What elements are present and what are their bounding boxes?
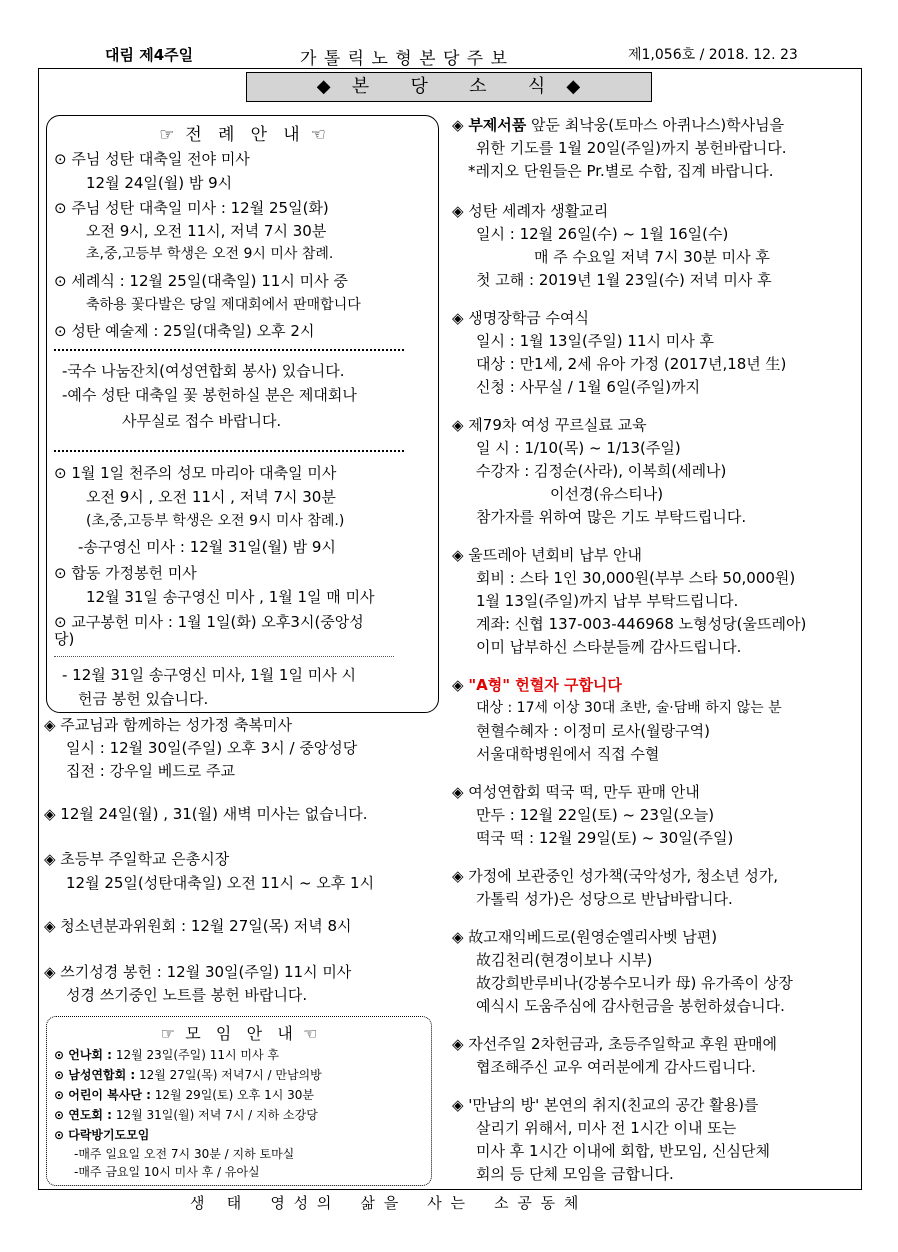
list-item: ◈ 12월 24일(월) , 31(월) 새벽 미사는 없습니다. xyxy=(44,805,368,823)
list-item: 故강희반루비나(강봉수모니카 母) 유가족이 상장 xyxy=(476,974,793,992)
divider xyxy=(54,450,404,452)
list-item: *레지오 단원들은 Pr.별로 수합, 집계 바랍니다. xyxy=(468,162,774,180)
section-banner: ◆ 본 당 소 식 ◆ xyxy=(246,72,652,102)
list-item: ⊙ 1월 1일 천주의 성모 마리아 대축일 미사 xyxy=(54,464,337,482)
list-item: ◈ 故고재익베드로(원영순엘리사벳 남편) xyxy=(452,928,718,946)
meeting-text: -매주 일요일 오전 7시 30분 / 지하 토마실 xyxy=(74,1147,295,1161)
meeting-text: 12월 29일(토) 오후 1시 30분 xyxy=(150,1088,314,1102)
list-item: ◈ 자선주일 2차헌금과, 초등주일학교 후원 판매에 xyxy=(452,1035,777,1053)
list-item: 수강자 : 김정순(사라), 이복희(세레나) xyxy=(476,462,727,480)
list-item: 대상 : 17세 이상 30대 초반, 술·담배 하지 않는 분 xyxy=(476,700,782,716)
list-item: ◈ 울뜨레아 년회비 납부 안내 xyxy=(452,546,642,564)
list-item: -예수 성탄 대축일 꽃 봉헌하실 분은 제대회나 xyxy=(62,386,357,404)
list-item: 성경 쓰기중인 노트를 봉헌 바랍니다. xyxy=(66,986,308,1004)
meeting-text: -매주 금요일 10시 미사 후 / 유아실 xyxy=(74,1165,260,1179)
list-item: 일시 : 1월 13일(주일) 11시 미사 후 xyxy=(476,332,714,350)
liturgy-box-title: ☞ 전 례 안 내 ☜ xyxy=(159,125,326,145)
list-item: 가톨릭 성가)은 성당으로 반납바랍니다. xyxy=(476,890,733,908)
list-item: ⊙ 성탄 예술제 : 25일(대축일) 오후 2시 xyxy=(54,322,315,340)
list-item: ⊙ 세례식 : 12월 25일(대축일) 11시 미사 중 xyxy=(54,272,348,290)
list-item: 예식시 도움주심에 감사헌금을 봉헌하셨습니다. xyxy=(476,997,785,1015)
list-item: ⊙ 합동 가정봉헌 미사 xyxy=(54,564,197,582)
blood-donor-heading xyxy=(452,674,622,695)
list-item: - 12월 31일 송구영신 미사, 1월 1일 미사 시 xyxy=(62,666,356,684)
list-item: 신청 : 사무실 / 1월 6일(주일)까지 xyxy=(476,378,701,396)
meeting-text: 12월 31일(월) 저녁 7시 / 지하 소강당 xyxy=(112,1108,318,1122)
list-item: 헌금 봉헌 있습니다. xyxy=(78,690,209,708)
list-item: 일시 : 12월 26일(수) ~ 1월 16일(수) xyxy=(476,225,729,243)
list-item: 매 주 수요일 저녁 7시 30분 미사 후 xyxy=(534,248,770,266)
list-item: 회비 : 스타 1인 30,000원(부부 스타 50,000원) xyxy=(476,569,796,587)
diamond-bullet: ◈ xyxy=(452,116,469,134)
list-item: 1월 13일(주일)까지 납부 부탁드립니다. xyxy=(476,592,739,610)
meeting-label: ⊙ 어린이 복사단 : xyxy=(54,1088,151,1102)
list-item: ⊙ 주님 성탄 대축일 미사 : 12월 25일(화) xyxy=(54,199,329,217)
list-item: ◈ '만남의 방' 본연의 취지(친교의 공간 활용)를 xyxy=(452,1096,759,1114)
list-item: ◈ 제79차 여성 꾸르실료 교육 xyxy=(452,416,647,434)
list-item: 이미 납부하신 스타분들께 감사드립니다. xyxy=(476,638,742,656)
meeting-text: 12월 27일(목) 저녁7시 / 만남의방 xyxy=(135,1068,322,1082)
list-item: 당) xyxy=(54,630,75,648)
emphasis-text: 부제서품 xyxy=(468,116,527,134)
list-text: 앞둔 최낙웅(토마스 아퀴나스)학사님을 xyxy=(526,116,785,134)
list-item: 일 시 : 1/10(목) ~ 1/13(주일) xyxy=(476,439,681,457)
list-item: 12월 25일(성탄대축일) 오전 11시 ~ 오후 1시 xyxy=(66,874,375,892)
meeting-label: ⊙ 연도회 : xyxy=(54,1108,112,1122)
liturgical-week: 대림 제4주일 xyxy=(105,46,194,64)
list-item: ◈ 주교님과 함께하는 성가정 축복미사 xyxy=(44,716,292,734)
divider xyxy=(54,349,404,351)
list-item: 오전 9시, 오전 11시, 저녁 7시 30분 xyxy=(86,222,327,240)
list-item: 일시 : 12월 30일(주일) 오후 3시 / 중앙성당 xyxy=(66,739,358,757)
meeting-text: 12월 23일(주일) 11시 미사 후 xyxy=(112,1048,279,1062)
list-item: 참가자를 위하여 많은 기도 부탁드립니다. xyxy=(476,508,747,526)
list-item: ⊙ 주님 성탄 대축일 전야 미사 xyxy=(54,150,250,168)
meetings-box-title: ☞ 모 임 안 내 ☜ xyxy=(160,1024,318,1043)
list-item: 12월 31일 송구영신 미사 , 1월 1일 매 미사 xyxy=(86,588,375,606)
meeting-label: ⊙ 다락방기도모임 xyxy=(54,1128,150,1142)
diamond-bullet: ◈ xyxy=(452,676,469,694)
list-item: 회의 등 단체 모임을 금합니다. xyxy=(476,1165,674,1183)
list-item: (초,중,고등부 학생은 오전 9시 미사 참례.) xyxy=(86,513,345,529)
meeting-label: ⊙ 언나회 : xyxy=(54,1048,112,1062)
list-item: 이선경(유스티나) xyxy=(550,485,664,503)
list-item: ⊙ 교구봉헌 미사 : 1월 1일(화) 오후3시(중앙성 xyxy=(54,613,364,631)
list-item: 위한 기도를 1월 20일(주일)까지 봉헌바랍니다. xyxy=(476,139,787,157)
list-item: 계좌: 신협 137-003-446968 노형성당(울뜨레아) xyxy=(476,615,807,633)
divider xyxy=(54,656,394,657)
list-item: -송구영신 미사 : 12월 31일(월) 밤 9시 xyxy=(78,538,336,556)
footer-motto: 생 태 영 성 의 삶 을 사 는 소 공 동 체 xyxy=(190,1194,581,1212)
bulletin-title: 가 톨 릭 노 형 본 당 주 보 xyxy=(300,49,509,69)
list-item: 대상 : 만1세, 2세 유아 가정 (2017년,18년 生) xyxy=(476,355,787,373)
list-item: 미사 후 1시간 이내에 회합, 반모임, 신심단체 xyxy=(476,1142,771,1160)
list-item: ◈ 초등부 주일학교 은총시장 xyxy=(44,850,230,868)
list-item: 만두 : 12월 22일(토) ~ 23일(오늘) xyxy=(476,806,715,824)
list-item: 故김천리(현경이보나 시부) xyxy=(476,951,653,969)
list-item: 사무실로 접수 바랍니다. xyxy=(122,412,282,430)
list-item: 현혈수혜자 : 이정미 로사(월랑구역) xyxy=(476,722,710,740)
list-item: 서울대학병원에서 직접 수혈 xyxy=(476,745,660,763)
list-item: ◈ 청소년분과위원회 : 12월 27일(목) 저녁 8시 xyxy=(44,917,352,935)
list-item: 협조해주신 교우 여러분에게 감사드립니다. xyxy=(476,1058,756,1076)
list-item: 집전 : 강우일 베드로 주교 xyxy=(66,762,236,780)
list-item: 초,중,고등부 학생은 오전 9시 미사 참례. xyxy=(86,246,334,262)
list-item: 살리기 위해서, 미사 전 1시간 이내 또는 xyxy=(476,1119,737,1137)
list-item: 12월 24일(월) 밤 9시 xyxy=(86,174,233,192)
page-header xyxy=(0,44,898,68)
list-item: ◈ 여성연합회 떡국 떡, 만두 판매 안내 xyxy=(452,783,700,801)
list-item: 오전 9시 , 오전 11시 , 저녁 7시 30분 xyxy=(86,488,336,506)
list-item: 첫 고해 : 2019년 1월 23일(수) 저녁 미사 후 xyxy=(476,271,772,289)
list-item: ◈ 생명장학금 수여식 xyxy=(452,309,589,327)
issue-date: 제1,056호 / 2018. 12. 23 xyxy=(628,47,798,63)
list-item: ◈ 쓰기성경 봉헌 : 12월 30일(주일) 11시 미사 xyxy=(44,963,352,981)
list-item: 축하용 꽃다발은 당일 제대회에서 판매합니다 xyxy=(86,297,361,313)
list-item: 떡국 떡 : 12월 29일(토) ~ 30일(주일) xyxy=(476,829,734,847)
blood-donor-title: "A형" 헌혈자 구합니다 xyxy=(468,676,622,694)
list-item: ◈ 가정에 보관중인 성가책(국악성가, 청소년 성가, xyxy=(452,867,779,885)
list-item xyxy=(452,114,784,135)
list-item: -국수 나눔잔치(여성연합회 봉사) 있습니다. xyxy=(62,362,345,380)
meeting-label: ⊙ 남성연합회 : xyxy=(54,1068,136,1082)
list-item: ◈ 성탄 세례자 생활교리 xyxy=(452,202,609,220)
